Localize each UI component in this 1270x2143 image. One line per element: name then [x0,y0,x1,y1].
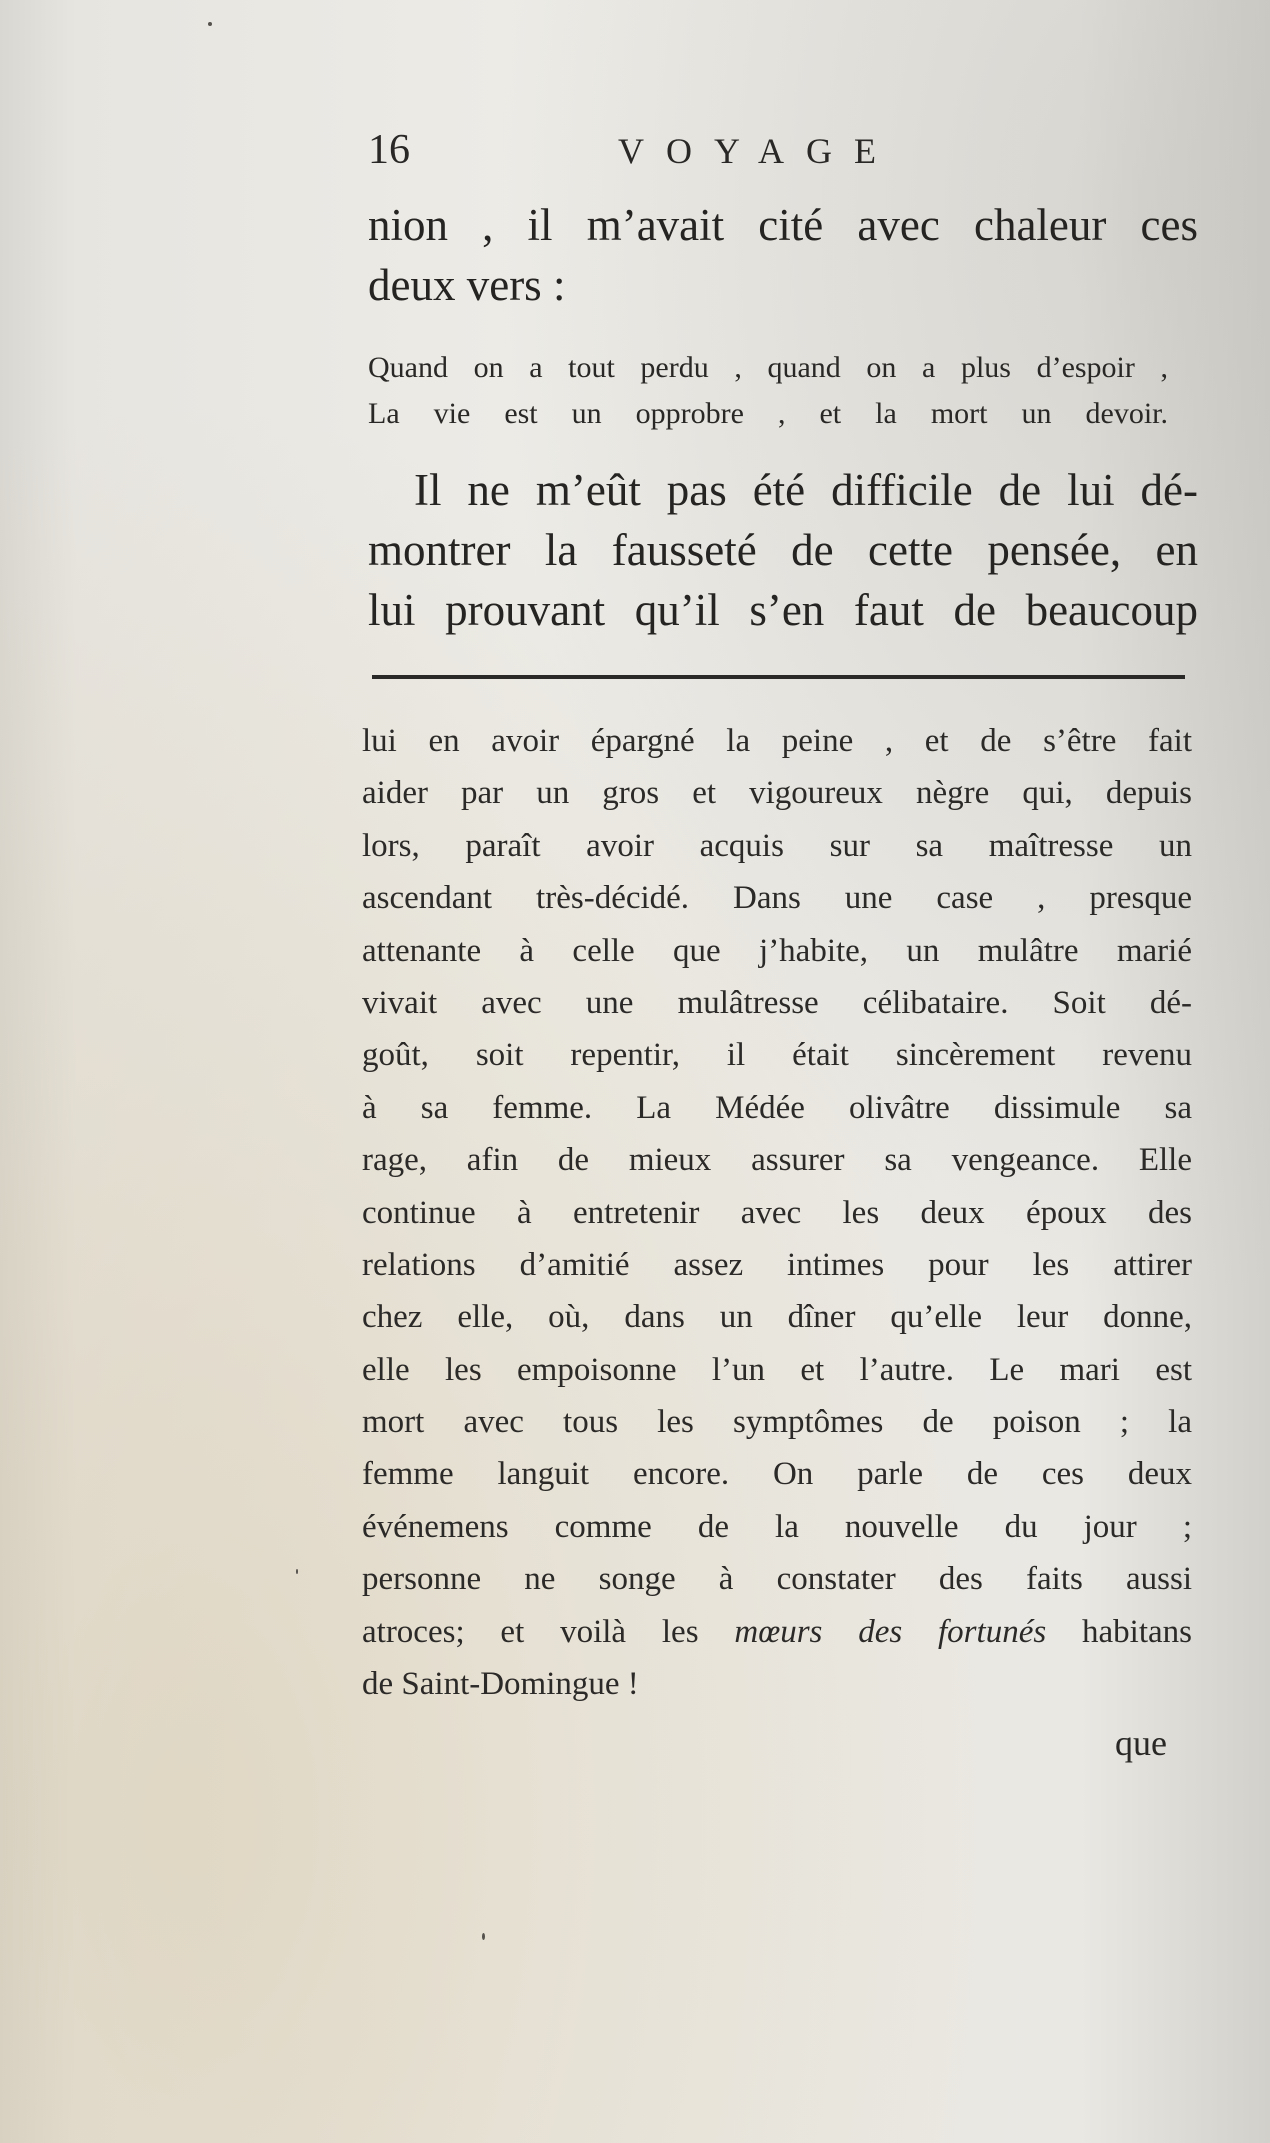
page-number: 16 [368,127,410,173]
text-line: deux vers : [368,260,566,310]
footnote-line: chez elle, où, dans un dîner qu’elle leur donne, [362,1299,1192,1336]
footnote-line: femme languit encore. On parle de ces deux [362,1456,1192,1493]
footnote-line: personne ne songe à constater des faits aussi [362,1561,1192,1598]
paper-speck [208,22,212,26]
catchword: que [1115,1723,1167,1763]
footnote-text: habitans [1082,1613,1192,1650]
footnote-line-italic [362,1606,1192,1658]
footnote-line: vivait avec une mulâtresse célibataire. Soit dé- [362,984,1192,1021]
footnote-line: événemens comme de la nouvelle du jour ; [362,1508,1192,1545]
paper-speck [482,1933,485,1940]
text-line: lui prouvant qu’il s’en faut de beaucoup [368,585,1198,635]
footnote-block [362,715,1192,1710]
running-head: VOYAGE [618,131,898,171]
verse-line: La vie est un opprobre , et la mort un devoir. [368,397,1168,430]
footnote-italic-text: mœurs des fortunés [734,1613,1047,1650]
verse-line: Quand on a tout perdu , quand on a plus d’espoir , [368,351,1168,384]
footnote-line: de Saint-Domingue ! [362,1666,639,1703]
continued-paragraph [368,195,1198,315]
footnote-line: lors, paraît avoir acquis sur sa maîtresse un [362,827,1192,864]
footnote-line: aider par un gros et vigoureux nègre qui, depuis [362,775,1192,812]
footnote-line: relations d’amitié assez intimes pour les attirer [362,1246,1192,1283]
text-line: Il ne m’eût pas été difficile de lui dé- [414,465,1198,515]
footnote-line: attenante à celle que j’habite, un mulâtre marié [362,932,1192,969]
footnote-line: elle les empoisonne l’un et l’autre. Le mari est [362,1351,1192,1388]
paper-speck [296,1569,298,1574]
footnote-line: rage, afin de mieux assurer sa vengeance. Elle [362,1142,1192,1179]
footnote-line: continue à entretenir avec les deux époux des [362,1194,1192,1231]
footnote-text: atroces; et voilà les [362,1613,699,1650]
text-line: montrer la fausseté de cette pensée, en [368,525,1198,575]
body-paragraph [368,460,1198,640]
footnote-line: à sa femme. La Médée olivâtre dissimule sa [362,1089,1192,1126]
verse-quotation [368,345,1168,437]
footnote-line: mort avec tous les symptômes de poison ; la [362,1404,1192,1441]
text-line: nion , il m’avait cité avec chaleur ces [368,200,1198,250]
footnote-separator-rule [372,675,1185,679]
footnote-line: goût, soit repentir, il était sincèrement revenu [362,1037,1192,1074]
footnote-line: ascendant très-décidé. Dans une case , presque [362,880,1192,917]
page-header [368,126,1188,186]
footnote-line: lui en avoir épargné la peine , et de s’être fait [362,723,1192,759]
